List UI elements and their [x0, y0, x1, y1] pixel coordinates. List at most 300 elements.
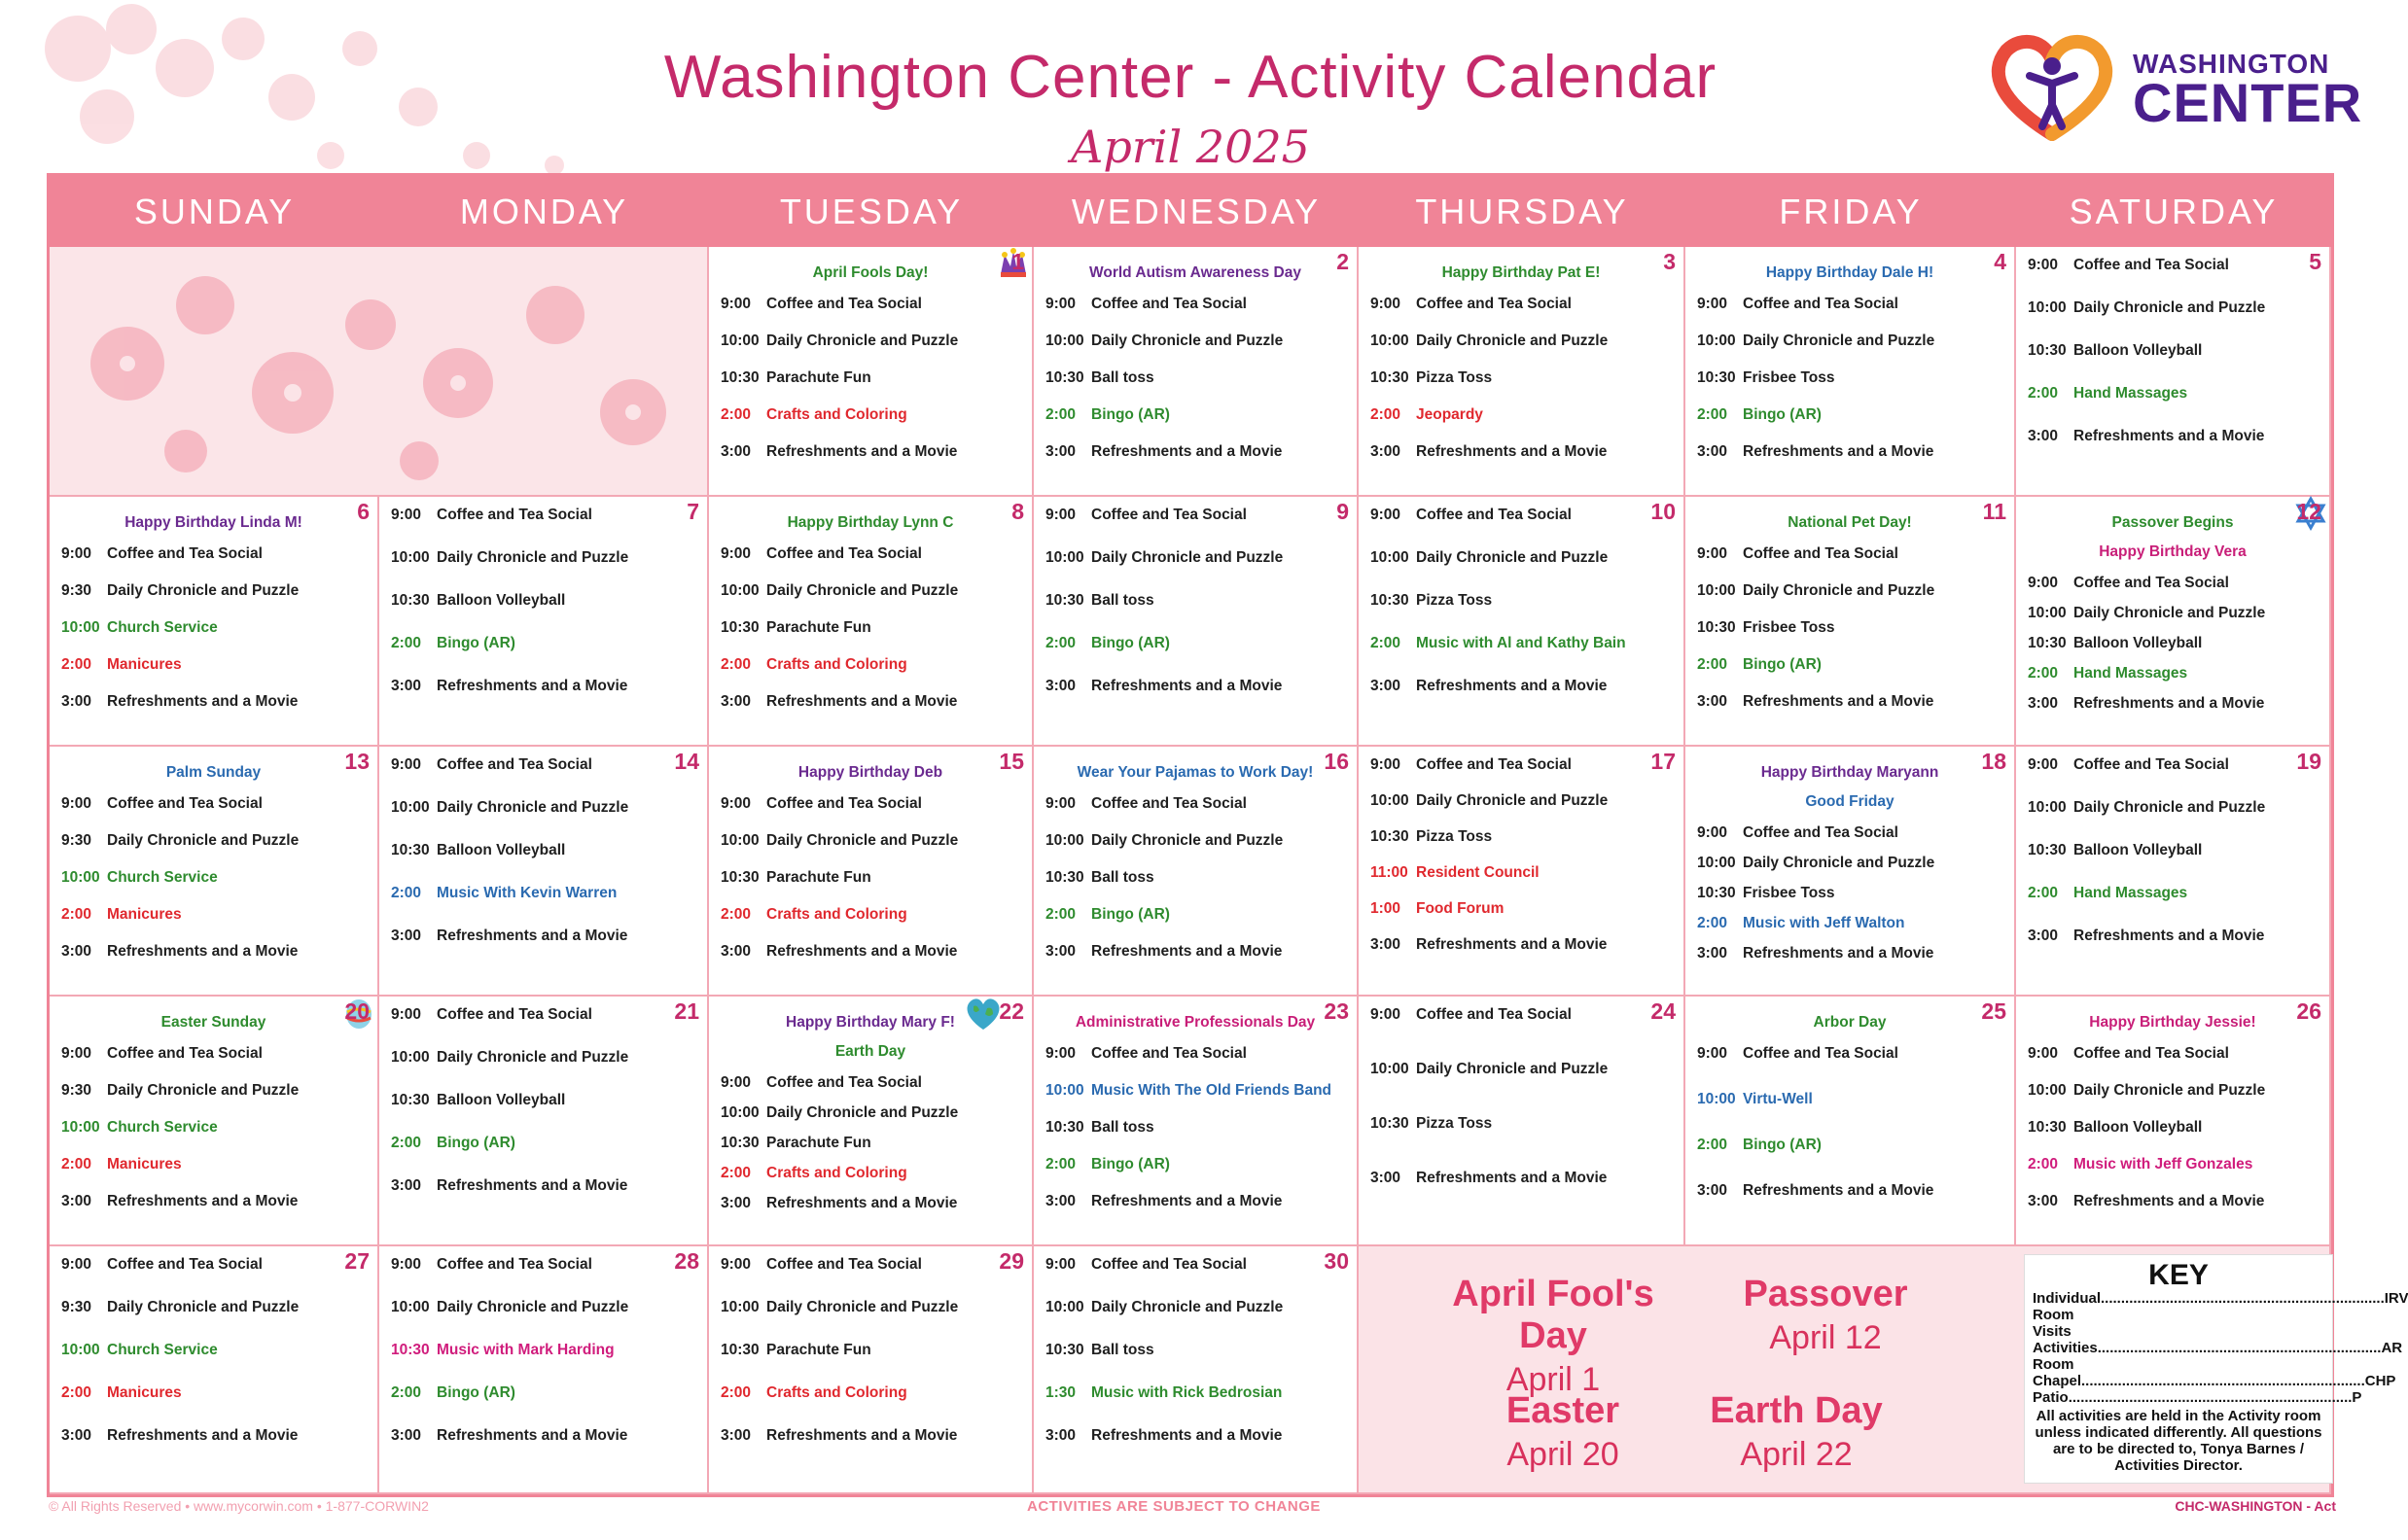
activity-name: Coffee and Tea Social: [107, 1256, 263, 1273]
activity-time: 2:00: [391, 1384, 422, 1401]
activity-time: 10:30: [391, 842, 430, 858]
activity-name: Daily Chronicle and Puzzle: [1416, 332, 1609, 349]
activity-time: 10:00: [721, 1299, 760, 1315]
activity-name: Daily Chronicle and Puzzle: [2073, 299, 2266, 316]
activity-item: [61, 545, 372, 563]
activity-name: Daily Chronicle and Puzzle: [1091, 332, 1284, 349]
activity-name: Refreshments and a Movie: [107, 1427, 299, 1444]
activity-item: [1697, 945, 2008, 962]
activity-time: 9:00: [1697, 824, 1728, 841]
activity-item: [1370, 369, 1678, 387]
activity-list: [709, 545, 1032, 711]
activity-time: 9:00: [1370, 507, 1401, 523]
day-cell: [1359, 497, 1685, 747]
activity-item: [391, 1177, 701, 1195]
day-cell: [709, 1246, 1034, 1494]
activity-name: Refreshments and a Movie: [437, 928, 628, 944]
activity-item: [721, 1195, 1026, 1212]
activity-name: Coffee and Tea Social: [1091, 507, 1247, 523]
day-cell: [2016, 997, 2331, 1246]
activity-time: 10:30: [721, 619, 760, 636]
activity-name: Coffee and Tea Social: [1743, 1045, 1898, 1062]
activity-list: [2016, 756, 2329, 945]
activity-name: Coffee and Tea Social: [437, 1256, 592, 1273]
key-title: KEY: [2148, 1259, 2209, 1291]
activity-name: Manicures: [107, 656, 182, 673]
activity-item: [61, 1045, 372, 1063]
activity-item: [2028, 1045, 2323, 1063]
activity-name: Coffee and Tea Social: [2073, 1045, 2229, 1062]
activity-item: [721, 296, 1026, 313]
activity-time: 3:00: [391, 1177, 422, 1194]
activity-time: 10:30: [1697, 619, 1736, 636]
activity-item: [1697, 1137, 2008, 1154]
activity-name: Ball toss: [1091, 592, 1154, 609]
activity-name: Church Service: [107, 1342, 218, 1358]
calendar-grid: [50, 247, 2408, 1494]
activity-time: 10:30: [1045, 869, 1084, 886]
activity-name: Bingo (AR): [1091, 635, 1170, 651]
activity-item: [1697, 296, 2008, 313]
activity-item: [61, 582, 372, 600]
activity-list: [1359, 1006, 1683, 1187]
activity-item: [391, 678, 701, 695]
key-code: IRV: [2384, 1290, 2408, 1307]
activity-time: 9:30: [61, 1082, 92, 1099]
activity-item: [61, 1384, 372, 1402]
activity-name: Refreshments and a Movie: [1091, 1193, 1283, 1209]
activity-item: [391, 635, 701, 652]
activity-item: [721, 369, 1026, 387]
activity-name: Refreshments and a Movie: [766, 1195, 958, 1211]
activity-name: Daily Chronicle and Puzzle: [1416, 792, 1609, 809]
activity-name: Daily Chronicle and Puzzle: [1091, 1299, 1284, 1315]
day-note: April Fools Day!: [812, 264, 929, 281]
activity-name: Parachute Fun: [766, 619, 871, 636]
activity-name: Music With Kevin Warren: [437, 885, 618, 901]
activity-name: Music with Jeff Gonzales: [2073, 1156, 2253, 1172]
activity-item: [1045, 549, 1351, 567]
activity-item: [2028, 756, 2323, 774]
activity-time: 3:00: [1370, 1170, 1401, 1186]
activity-list: [50, 1256, 377, 1445]
activity-name: Ball toss: [1091, 1119, 1154, 1136]
activity-item: [1045, 369, 1351, 387]
key-label: Patio: [2033, 1389, 2069, 1406]
activity-item: [61, 795, 372, 813]
activity-time: 3:00: [1697, 693, 1728, 710]
activity-name: Ball toss: [1091, 369, 1154, 386]
day-note: Happy Birthday Dale H!: [1765, 264, 1934, 281]
activity-list: [709, 296, 1032, 461]
activity-list: [709, 795, 1032, 961]
day-number: 28: [674, 1248, 699, 1274]
activity-item: [1370, 1061, 1678, 1078]
activity-item: [721, 869, 1026, 887]
day-number: 19: [2296, 749, 2321, 774]
day-number: 29: [999, 1248, 1024, 1274]
key-code: AR: [2381, 1340, 2403, 1356]
activity-name: Parachute Fun: [766, 869, 871, 886]
activity-name: Refreshments and a Movie: [1091, 678, 1283, 694]
activity-time: 9:00: [1697, 296, 1728, 312]
holiday-easter: Easter April 20: [1505, 1390, 1620, 1473]
activity-name: Coffee and Tea Social: [766, 296, 922, 312]
day-number: 27: [344, 1248, 370, 1274]
day-note: Easter Sunday: [160, 1014, 266, 1031]
activity-list: [1034, 296, 1357, 461]
activity-name: Refreshments and a Movie: [107, 1193, 299, 1209]
activity-name: Balloon Volleyball: [2073, 635, 2203, 651]
day-note: Passover Begins: [2111, 514, 2234, 531]
day-note: Earth Day: [834, 1043, 906, 1060]
activity-item: [1370, 756, 1678, 774]
day-number: 15: [999, 749, 1024, 774]
footer-code: CHC-WASHINGTON - Act: [2175, 1498, 2336, 1514]
day-cell: [1685, 247, 2016, 497]
activity-name: Refreshments and a Movie: [1091, 1427, 1283, 1444]
day-cell: [50, 497, 379, 747]
day-cell: [709, 497, 1034, 747]
activity-time: 10:00: [2028, 1082, 2067, 1099]
activity-name: Church Service: [107, 869, 218, 886]
activity-item: [2028, 1156, 2323, 1173]
holidays-and-key-panel: [1359, 1246, 2408, 1494]
activity-name: Balloon Volleyball: [2073, 842, 2203, 858]
key-label: Activities Room: [2033, 1340, 2098, 1373]
activity-name: Refreshments and a Movie: [1416, 678, 1608, 694]
activity-item: [721, 832, 1026, 850]
activity-item: [61, 1256, 372, 1274]
activity-item: [721, 693, 1026, 711]
activity-name: Music with Al and Kathy Bain: [1416, 635, 1626, 651]
activity-name: Pizza Toss: [1416, 369, 1493, 386]
activity-name: Balloon Volleyball: [437, 1092, 566, 1108]
activity-time: 10:30: [1370, 1115, 1409, 1132]
activity-item: [1370, 792, 1678, 810]
activity-name: Refreshments and a Movie: [2073, 928, 2265, 944]
activity-name: Refreshments and a Movie: [437, 1427, 628, 1444]
activity-name: Daily Chronicle and Puzzle: [766, 332, 959, 349]
activity-time: 3:00: [61, 943, 92, 960]
activity-item: [1370, 443, 1678, 461]
activity-time: 2:00: [1045, 406, 1077, 423]
activity-time: 10:30: [2028, 342, 2067, 359]
activity-time: 10:30: [1697, 369, 1736, 386]
activity-list: [2016, 1045, 2329, 1210]
activity-name: Refreshments and a Movie: [1743, 443, 1934, 460]
activity-time: 10:30: [721, 1342, 760, 1358]
activity-item: [391, 1092, 701, 1109]
activity-item: [2028, 928, 2323, 945]
washington-center-logo: [1989, 33, 2363, 140]
activity-name: Church Service: [107, 1119, 218, 1136]
activity-time: 3:00: [2028, 1193, 2059, 1209]
activity-list: [1034, 795, 1357, 961]
activity-time: 10:00: [391, 549, 430, 566]
activity-item: [1697, 885, 2008, 902]
activity-time: 9:00: [1370, 296, 1401, 312]
activity-item: [1697, 855, 2008, 872]
activity-time: 3:00: [1697, 443, 1728, 460]
activity-name: Pizza Toss: [1416, 592, 1493, 609]
activity-time: 9:00: [1697, 545, 1728, 562]
activity-item: [1697, 915, 2008, 932]
logo-text-top: WASHINGTON: [2133, 49, 2330, 79]
day-note: Happy Birthday Lynn C: [787, 514, 954, 531]
activity-item: [61, 906, 372, 924]
day-cell: [379, 747, 709, 997]
activity-name: Music With The Old Friends Band: [1091, 1082, 1332, 1099]
day-note: Arbor Day: [1813, 1014, 1887, 1031]
activity-item: [1370, 678, 1678, 695]
activity-item: [721, 443, 1026, 461]
activity-time: 9:30: [61, 832, 92, 849]
activity-time: 10:30: [391, 1092, 430, 1108]
activity-time: 9:30: [61, 582, 92, 599]
activity-name: Bingo (AR): [1743, 406, 1822, 423]
activity-name: Crafts and Coloring: [766, 1165, 907, 1181]
activity-name: Daily Chronicle and Puzzle: [2073, 799, 2266, 816]
activity-name: Bingo (AR): [1743, 1137, 1822, 1153]
activity-item: [391, 799, 701, 817]
activity-item: [721, 406, 1026, 424]
activity-time: 3:00: [2028, 928, 2059, 944]
activity-item: [2028, 1119, 2323, 1137]
activity-name: Daily Chronicle and Puzzle: [766, 1299, 959, 1315]
activity-item: [1697, 619, 2008, 637]
activity-name: Manicures: [107, 1156, 182, 1172]
activity-time: 9:00: [721, 296, 752, 312]
activity-item: [1045, 332, 1351, 350]
activity-time: 10:00: [391, 1299, 430, 1315]
day-note: Wear Your Pajamas to Work Day!: [1077, 764, 1314, 781]
activity-item: [721, 1135, 1026, 1152]
day-cell: [379, 997, 709, 1246]
day-number: 1: [1011, 249, 1024, 274]
activity-name: Coffee and Tea Social: [437, 1006, 592, 1023]
activity-item: [1370, 864, 1678, 882]
activity-time: 10:00: [1697, 582, 1736, 599]
key-line: [2033, 1290, 2408, 1340]
activity-list: [379, 756, 707, 945]
day-cell: [709, 747, 1034, 997]
activity-item: [1370, 936, 1678, 954]
activity-item: [2028, 342, 2323, 360]
activity-time: 3:00: [721, 943, 752, 960]
activity-time: 3:00: [1045, 1193, 1077, 1209]
activity-time: 10:00: [61, 1342, 100, 1358]
day-cell: [1034, 747, 1359, 997]
activity-time: 10:00: [1370, 549, 1409, 566]
day-number: 13: [344, 749, 370, 774]
activity-list: [1034, 1256, 1357, 1445]
activity-name: Pizza Toss: [1416, 828, 1493, 845]
activity-item: [61, 832, 372, 850]
activity-time: 1:00: [1370, 900, 1401, 917]
activity-item: [61, 1299, 372, 1316]
activity-item: [2028, 299, 2323, 317]
activity-name: Music with Mark Harding: [437, 1342, 615, 1358]
activity-time: 10:30: [1370, 369, 1409, 386]
activity-list: [1359, 756, 1683, 954]
key-leader-dots: ......................................................................: [2097, 1340, 2382, 1356]
activity-name: Coffee and Tea Social: [766, 1256, 922, 1273]
activity-name: Refreshments and a Movie: [1091, 443, 1283, 460]
activity-name: Coffee and Tea Social: [1416, 296, 1572, 312]
key-leader-dots: ......................................................................: [2101, 1290, 2385, 1307]
activity-item: [1045, 443, 1351, 461]
activity-name: Jeopardy: [1416, 406, 1483, 423]
activity-item: [1697, 582, 2008, 600]
activity-time: 2:00: [61, 656, 92, 673]
activity-item: [1697, 824, 2008, 842]
activity-name: Refreshments and a Movie: [1416, 936, 1608, 953]
activity-item: [61, 693, 372, 711]
activity-name: Refreshments and a Movie: [766, 943, 958, 960]
activity-name: Hand Massages: [2073, 885, 2188, 901]
activity-time: 2:00: [391, 1135, 422, 1151]
activity-name: Balloon Volleyball: [2073, 342, 2203, 359]
day-cell: [2016, 497, 2331, 747]
activity-time: 10:30: [391, 1342, 430, 1358]
activity-name: Balloon Volleyball: [437, 842, 566, 858]
activity-name: Coffee and Tea Social: [2073, 257, 2229, 273]
activity-time: 10:30: [721, 369, 760, 386]
day-note: Happy Birthday Vera: [2099, 543, 2247, 560]
activity-item: [2028, 799, 2323, 817]
key-note: All activities are held in the Activity room unless indicated differently. All questions are to be directed to, Tonya Barnes / Activities Director.: [2035, 1408, 2322, 1474]
activity-time: 9:00: [391, 756, 422, 773]
activity-item: [721, 332, 1026, 350]
activity-time: 10:00: [61, 869, 100, 886]
activity-time: 3:00: [721, 443, 752, 460]
activity-item: [1045, 1119, 1351, 1137]
activity-name: Daily Chronicle and Puzzle: [437, 1049, 629, 1066]
activity-time: 10:00: [721, 332, 760, 349]
day-number: 12: [2296, 499, 2321, 524]
day-note: Happy Birthday Deb: [797, 764, 943, 781]
activity-item: [721, 1074, 1026, 1092]
activity-time: 10:00: [721, 1104, 760, 1121]
activity-name: Food Forum: [1416, 900, 1505, 917]
activity-list: [2016, 257, 2329, 445]
holiday-passover: Passover April 12: [1743, 1274, 1908, 1356]
activity-item: [1370, 296, 1678, 313]
activity-name: Coffee and Tea Social: [1091, 296, 1247, 312]
activity-time: 9:00: [721, 545, 752, 562]
activity-time: 10:30: [721, 869, 760, 886]
activity-time: 9:00: [1370, 1006, 1401, 1023]
day-note: Happy Birthday Pat E!: [1441, 264, 1601, 281]
activity-name: Refreshments and a Movie: [1743, 693, 1934, 710]
activity-item: [1045, 1342, 1351, 1359]
activity-time: 9:30: [61, 1299, 92, 1315]
activity-time: 11:00: [1370, 864, 1408, 881]
activity-time: 10:00: [721, 832, 760, 849]
activity-item: [1370, 592, 1678, 610]
activity-time: 2:00: [2028, 1156, 2059, 1172]
day-number: 16: [1324, 749, 1349, 774]
activity-time: 9:00: [1370, 756, 1401, 773]
activity-name: Coffee and Tea Social: [1416, 507, 1572, 523]
activity-time: 10:30: [391, 592, 430, 609]
activity-time: 10:30: [1045, 1342, 1084, 1358]
activity-time: 9:00: [391, 1256, 422, 1273]
activity-name: Refreshments and a Movie: [766, 443, 958, 460]
activity-time: 10:30: [1697, 885, 1736, 901]
activity-time: 10:30: [1370, 828, 1409, 845]
day-cell: [1685, 747, 2016, 997]
activity-name: Daily Chronicle and Puzzle: [107, 832, 300, 849]
activity-item: [391, 928, 701, 945]
activity-item: [1370, 332, 1678, 350]
day-number: 22: [999, 998, 1024, 1024]
activity-name: Coffee and Tea Social: [1091, 795, 1247, 812]
activity-item: [1045, 635, 1351, 652]
activity-name: Coffee and Tea Social: [1743, 296, 1898, 312]
activity-time: 9:00: [1045, 296, 1077, 312]
activity-time: 3:00: [391, 1427, 422, 1444]
activity-item: [391, 507, 701, 524]
activity-time: 9:00: [61, 1045, 92, 1062]
activity-time: 10:00: [1045, 1082, 1084, 1099]
activity-name: Resident Council: [1416, 864, 1540, 881]
activity-name: Manicures: [107, 906, 182, 923]
activity-name: Refreshments and a Movie: [1091, 943, 1283, 960]
page-title: Washington Center - Activity Calendar: [663, 44, 1717, 111]
activity-time: 2:00: [721, 406, 752, 423]
activity-item: [721, 1342, 1026, 1359]
activity-list: [1034, 1045, 1357, 1210]
activity-item: [1370, 1170, 1678, 1187]
activity-item: [1045, 507, 1351, 524]
activity-item: [721, 795, 1026, 813]
activity-time: 2:00: [721, 1384, 752, 1401]
activity-item: [721, 545, 1026, 563]
activity-list: [2016, 575, 2329, 713]
activity-time: 2:00: [391, 885, 422, 901]
activity-item: [391, 1299, 701, 1316]
heart-person-icon: [1989, 33, 2115, 140]
activity-name: Coffee and Tea Social: [766, 795, 922, 812]
activity-item: [391, 592, 701, 610]
activity-time: 3:00: [61, 1427, 92, 1444]
activity-name: Coffee and Tea Social: [766, 1074, 922, 1091]
activity-time: 10:00: [721, 582, 760, 599]
activity-name: Parachute Fun: [766, 1135, 871, 1151]
cherry-blossom-decoration: [50, 247, 709, 497]
day-number: 10: [1650, 499, 1676, 524]
activity-name: Frisbee Toss: [1743, 885, 1835, 901]
activity-name: Crafts and Coloring: [766, 406, 907, 423]
activity-name: Coffee and Tea Social: [107, 545, 263, 562]
activity-time: 2:00: [2028, 665, 2059, 682]
activity-time: 10:30: [2028, 1119, 2067, 1136]
activity-item: [721, 1384, 1026, 1402]
activity-time: 10:00: [2028, 605, 2067, 621]
activity-name: Refreshments and a Movie: [2073, 428, 2265, 444]
activity-name: Daily Chronicle and Puzzle: [437, 549, 629, 566]
activity-time: 3:00: [721, 1427, 752, 1444]
activity-name: Daily Chronicle and Puzzle: [107, 582, 300, 599]
activity-time: 10:00: [1045, 549, 1084, 566]
key-leader-dots: ......................................................................: [2081, 1373, 2365, 1389]
activity-item: [1370, 1115, 1678, 1133]
activity-time: 9:00: [2028, 756, 2059, 773]
activity-name: Bingo (AR): [1743, 656, 1822, 673]
activity-time: 3:00: [1045, 943, 1077, 960]
